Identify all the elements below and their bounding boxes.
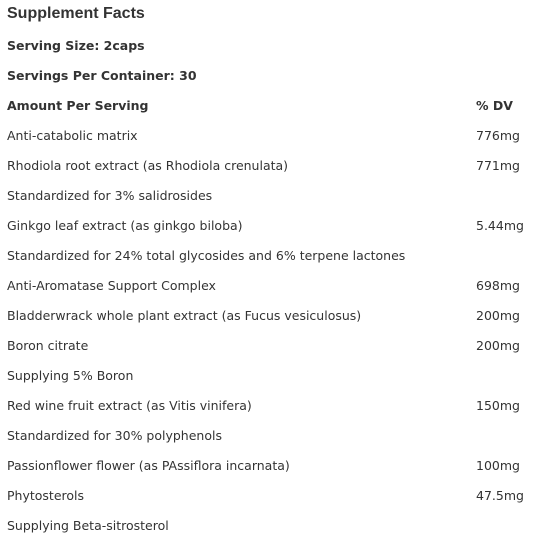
ingredient-name: Supplying Beta-sitrosterol <box>7 518 169 533</box>
ingredient-amount: 698mg <box>476 278 520 293</box>
ingredient-name: Bladderwrack whole plant extract (as Fucus vesiculosus) <box>7 308 362 323</box>
dv-header: % DV <box>476 98 513 113</box>
ingredient-name: Supplying 5% Boron <box>7 368 134 383</box>
ingredient-name: Ginkgo leaf extract (as ginkgo biloba) <box>7 218 243 233</box>
ingredient-name: Anti-Aromatase Support Complex <box>7 278 216 293</box>
amount-per-serving-header: Amount Per Serving <box>7 98 149 113</box>
ingredient-name: Standardized for 30% polyphenols <box>7 428 222 443</box>
ingredient-amount: 200mg <box>476 308 520 323</box>
ingredient-name: Passionflower flower (as PAssiflora incarnata) <box>7 458 290 473</box>
ingredient-amount: 771mg <box>476 158 520 173</box>
servings-per-container: Servings Per Container: 30 <box>7 68 197 83</box>
ingredient-amount: 200mg <box>476 338 520 353</box>
ingredient-name: Standardized for 24% total glycosides and 6% terpene lactones <box>7 248 406 263</box>
serving-size: Serving Size: 2caps <box>7 38 145 53</box>
ingredient-name: Standardized for 3% salidrosides <box>7 188 213 203</box>
panel-title: Supplement Facts <box>7 5 145 22</box>
ingredient-amount: 47.5mg <box>476 488 524 503</box>
ingredient-amount: 150mg <box>476 398 520 413</box>
ingredient-name: Red wine fruit extract (as Vitis vinifera) <box>7 398 252 413</box>
ingredient-name: Anti-catabolic matrix <box>7 128 138 143</box>
ingredient-amount: 776mg <box>476 128 520 143</box>
ingredient-amount: 100mg <box>476 458 520 473</box>
ingredient-name: Rhodiola root extract (as Rhodiola crenulata) <box>7 158 289 173</box>
ingredient-name: Phytosterols <box>7 488 85 503</box>
ingredient-name: Boron citrate <box>7 338 89 353</box>
ingredient-amount: 5.44mg <box>476 218 524 233</box>
